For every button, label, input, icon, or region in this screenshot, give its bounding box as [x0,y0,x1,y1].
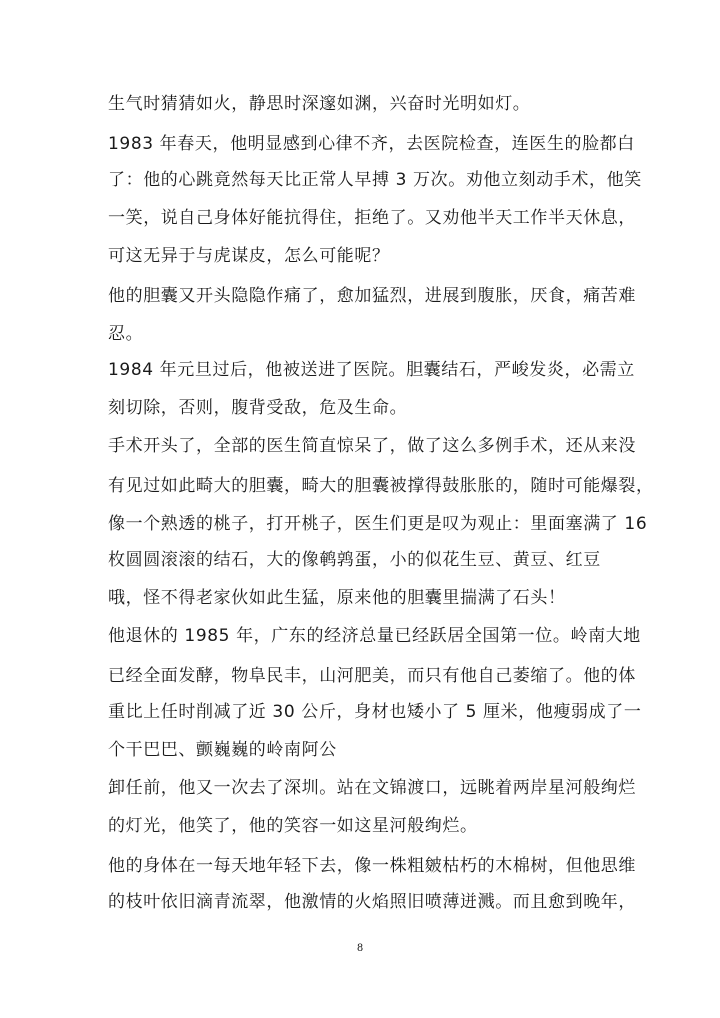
text-line: 哦，怪不得老家伙如此生猛，原来他的胆囊里揣满了石头！ [108,588,566,608]
text-line: 个干巴巴、颤巍巍的岭南阿公 [108,740,337,760]
text-line: 枚圆圆滚滚的结石，大的像鹌鹑蛋，小的似花生豆、黄豆、红豆 [108,550,601,570]
text-line: 的灯光，他笑了，他的笑容一如这星河般绚烂。 [108,816,478,836]
text-line: 刻切除，否则，腹背受敌，危及生命。 [108,398,408,418]
text-line: 的枝叶依旧滴青流翠，他激情的火焰照旧喷薄迸溅。而且愈到晚年， [108,892,636,912]
text-line: 已经全面发酵，物阜民丰，山河肥美，而只有他自己萎缩了。他的体 [108,666,636,686]
text-line: 像一个熟透的桃子，打开桃子，医生们更是叹为观止：里面塞满了 16 [108,514,648,534]
text-line: 重比上任时削减了近 30 公斤，身材也矮小了 5 厘米，他瘦弱成了一 [108,702,642,722]
text-line: 卸任前，他又一次去了深圳。站在文锦渡口，远眺着两岸星河般绚烂 [108,778,636,798]
text-line: 1983 年春天，他明显感到心律不齐，去医院检查，连医生的脸都白 [108,134,635,154]
text-line: 他的胆囊又开头隐隐作痛了，愈加猛烈，进展到腹胀，厌食，痛苦难 [108,286,636,306]
text-line: 生气时猜猜如火，静思时深邃如渊，兴奋时光明如灯。 [108,94,531,114]
page-number: 8 [356,943,364,954]
text-line: 1984 年元旦过后，他被送进了医院。胆囊结石，严峻发炎，必需立 [108,360,635,380]
text-line: 他退休的 1985 年，广东的经济总量已经跃居全国第一位。岭南大地 [108,626,641,646]
text-line: 有见过如此畸大的胆囊，畸大的胆囊被撑得鼓胀胀的，随时可能爆裂， [108,476,654,496]
text-line: 可这无异于与虎谋皮，怎么可能呢？ [108,246,390,266]
text-line: 他的身体在一每天地年轻下去，像一株粗皴枯朽的木棉树，但他思维 [108,856,636,876]
text-line: 一笑，说自己身体好能抗得住，拒绝了。又劝他半天工作半天休息， [108,208,636,228]
text-line: 忍。 [108,324,144,344]
text-line: 手术开头了，全部的医生简直惊呆了，做了这么多例手术，还从来没 [108,436,636,456]
text-line: 了：他的心跳竟然每天比正常人早搏 3 万次。劝他立刻动手术，他笑 [108,170,642,190]
